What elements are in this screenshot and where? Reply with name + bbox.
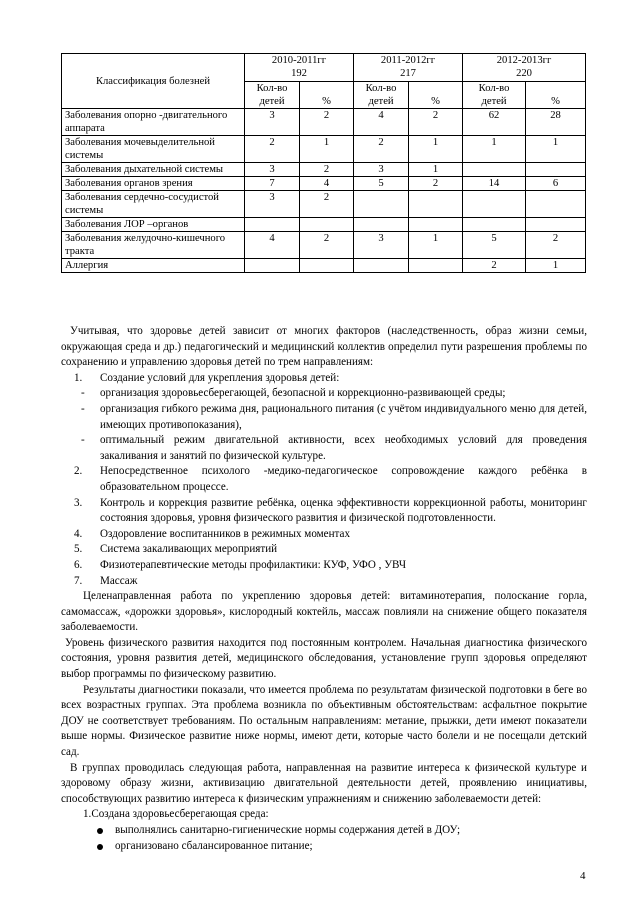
dash-mark: - — [81, 387, 85, 400]
list-number: 3. — [74, 496, 83, 509]
table-cell: 1 — [463, 136, 526, 163]
table-row — [62, 218, 586, 232]
table-cell — [463, 191, 526, 218]
list-item: 3. Контроль и коррекция развитие ребёнка, оценка эффективности коррекционной работы, мониторинг состояния здоровья, уровня физического развития и физической подготовленности. — [74, 496, 587, 525]
table-cell: 2 — [354, 136, 409, 163]
table-cell: 4 — [300, 177, 354, 191]
list-number: 4. — [74, 527, 83, 540]
groups-paragraph: В группах проводилась следующая работа, направленная на развитие интереса к физической культуре и здоровому образу жизни, активизацию двигательной деятельности детей, проявлению инициативы, способствующих развитию интереса к физическим упражнениям и снижению заболеваемости детей: — [61, 761, 587, 805]
table-cell: 2 — [463, 259, 526, 273]
table-cell: 14 — [463, 177, 526, 191]
table-cell: 1 — [526, 259, 586, 273]
table-cell: 4 — [354, 109, 409, 136]
percent-header: % — [300, 82, 354, 109]
table-cell: 2 — [409, 177, 463, 191]
year-total: 217 — [400, 68, 416, 79]
table-cell: 62 — [463, 109, 526, 136]
list-item: выполнялись санитарно-гигиенические нормы содержания детей в ДОУ; — [61, 823, 587, 839]
table-row — [62, 191, 586, 218]
table-row — [62, 232, 586, 259]
table-cell: 2 — [245, 136, 300, 163]
directions-list — [61, 371, 587, 387]
table-cell: 6 — [526, 177, 586, 191]
disease-statistics-table — [61, 53, 586, 273]
list-item: - организация гибкого режима дня, рационального питания (с учётом индивидуального меню для детей, имеющих противопоказания), — [81, 402, 587, 431]
list-item: 6. Физиотерапевтические методы профилактики: КУФ, УФО , УВЧ — [61, 558, 587, 574]
row-label: Заболевания опорно -двигательного аппарата — [62, 109, 245, 136]
count-header: Кол-во детей — [463, 82, 526, 109]
percent-header: % — [409, 82, 463, 109]
table-cell: 4 — [245, 232, 300, 259]
table-cell: 3 — [245, 109, 300, 136]
table-cell — [463, 218, 526, 232]
list-number: 6. — [74, 558, 83, 571]
table-cell: 3 — [354, 232, 409, 259]
table-cell: 2 — [300, 109, 354, 136]
table-cell — [526, 191, 586, 218]
table-row — [62, 136, 586, 163]
list-item: 4. Оздоровление воспитанников в режимных моментах — [61, 527, 587, 543]
year-header — [463, 54, 586, 82]
table-cell: 2 — [526, 232, 586, 259]
row-label: Заболевания дыхательной системы — [62, 163, 245, 177]
table-cell: 5 — [354, 177, 409, 191]
table-cell: 5 — [463, 232, 526, 259]
table-cell — [245, 259, 300, 273]
dash-mark: - — [81, 402, 85, 415]
row-label: Заболевания органов зрения — [62, 177, 245, 191]
year-label: 2012-2013гг — [496, 55, 552, 66]
bullet-icon — [97, 828, 103, 834]
intro-paragraph: Учитывая, что здоровье детей зависит от многих факторов (наследственность, образ жизни семьи, окружающая среда и др.) педагогический и медицинский коллектив определил пути разрешения проблемы по сохранению и управлению здоровья детей по трем направлениям: — [61, 325, 587, 369]
table-cell — [526, 163, 586, 177]
row-label: Заболевания желудочно-кишечного тракта — [62, 232, 245, 259]
year-label: 2011-2012гг — [380, 55, 436, 66]
list-item: 2. Непосредственное психолого -медико-педагогическое сопровождение каждого ребёнка в образовательном процессе. — [74, 465, 587, 493]
row-label: Аллергия — [62, 259, 245, 273]
row-label: Заболевания ЛОР –органов — [62, 218, 245, 232]
table-row — [62, 163, 586, 177]
table-cell: 2 — [300, 191, 354, 218]
list-number: 1. — [74, 371, 83, 384]
table-cell: 3 — [245, 163, 300, 177]
table-cell: 1 — [526, 136, 586, 163]
table-row — [62, 177, 586, 191]
year-total: 192 — [291, 68, 307, 79]
row-label: Заболевания сердечно-сосудистой системы — [62, 191, 245, 218]
table-cell: 2 — [300, 163, 354, 177]
table-cell — [463, 163, 526, 177]
list-number: 5. — [74, 543, 83, 556]
table-cell: 2 — [409, 109, 463, 136]
list-item: - оптимальный режим двигательной активности, всех необходимых условий для проведения закаливания и занятий по физической культуре. — [81, 434, 587, 462]
table-cell — [354, 259, 409, 273]
list-number: 7. — [74, 574, 83, 587]
table-cell: 1 — [409, 163, 463, 177]
year-header — [354, 54, 463, 82]
table-cell — [409, 218, 463, 232]
table-cell — [526, 218, 586, 232]
directions-list — [61, 464, 587, 589]
list-item: 1. Создание условий для укрепления здоровья детей: — [61, 371, 587, 387]
table-cell: 1 — [409, 136, 463, 163]
row-label: Заболевания мочевыделительной системы — [62, 136, 245, 163]
table-cell: 1 — [300, 136, 354, 163]
dash-list — [61, 386, 587, 464]
count-header: Кол-во детей — [245, 82, 300, 109]
work-paragraph: Целенаправленная работа по укреплению здоровья детей: витаминотерапия, полоскание горла, самомассаж, «дорожки здоровья», кислородный коктейль, массаж повлияли на снижение общего показателя заболеваемости. — [61, 590, 587, 634]
table-cell: 3 — [354, 163, 409, 177]
table-cell: 2 — [300, 232, 354, 259]
list-item: - организация здоровьесберегающей, безопасной и коррекционно-развивающей среды; — [61, 386, 587, 402]
table-header-row-years — [62, 54, 586, 82]
table-cell: 28 — [526, 109, 586, 136]
bullet-list — [61, 823, 587, 854]
table-cell — [300, 218, 354, 232]
table-cell — [300, 259, 354, 273]
list-number: 2. — [74, 465, 83, 478]
count-header: Кол-во детей — [354, 82, 409, 109]
list-item: 5. Система закаливающих мероприятий — [61, 542, 587, 558]
year-label: 2010-2011гг — [271, 55, 327, 66]
table-cell — [409, 259, 463, 273]
table-cell — [354, 191, 409, 218]
table-row — [62, 259, 586, 273]
list-item: организовано сбалансированное питание; — [61, 839, 587, 855]
table-row — [62, 109, 586, 136]
table-cell — [245, 218, 300, 232]
table-cell — [354, 218, 409, 232]
table-cell: 7 — [245, 177, 300, 191]
bullet-icon — [97, 844, 103, 850]
body-text — [61, 324, 587, 854]
year-header — [245, 54, 354, 82]
results-paragraph: Результаты диагностики показали, что имеется проблема по результатам физической подготовки в беге во всех возрастных группах. Эта проблема возникла по объективным обстоятельствам: асфальтное покрытие ДОУ не соответствует требованиям. По остальным направлениям: метание, прыжки, дети имеют показатели выше нормы. Физическое развитие ниже нормы, имеют дети, которые часто болели и не посещали детский сад. — [61, 683, 587, 759]
percent-header: % — [526, 82, 586, 109]
level-paragraph: Уровень физического развития находится под постоянным контролем. Начальная диагностика физического состояния, уровня развития детей, медицинского обследования, установление групп здоровья определяют выбор программы по физическому развитию. — [61, 636, 587, 681]
list-item: 7. Массаж — [61, 574, 587, 590]
year-total: 220 — [516, 68, 532, 79]
environment-heading: 1.Создана здоровьесберегающая среда: — [83, 808, 269, 821]
page-number: 4 — [580, 870, 586, 882]
table-cell: 1 — [409, 232, 463, 259]
classification-header: Классификация болезней — [62, 54, 245, 109]
dash-mark: - — [81, 434, 85, 447]
table-cell — [409, 191, 463, 218]
table-cell: 3 — [245, 191, 300, 218]
